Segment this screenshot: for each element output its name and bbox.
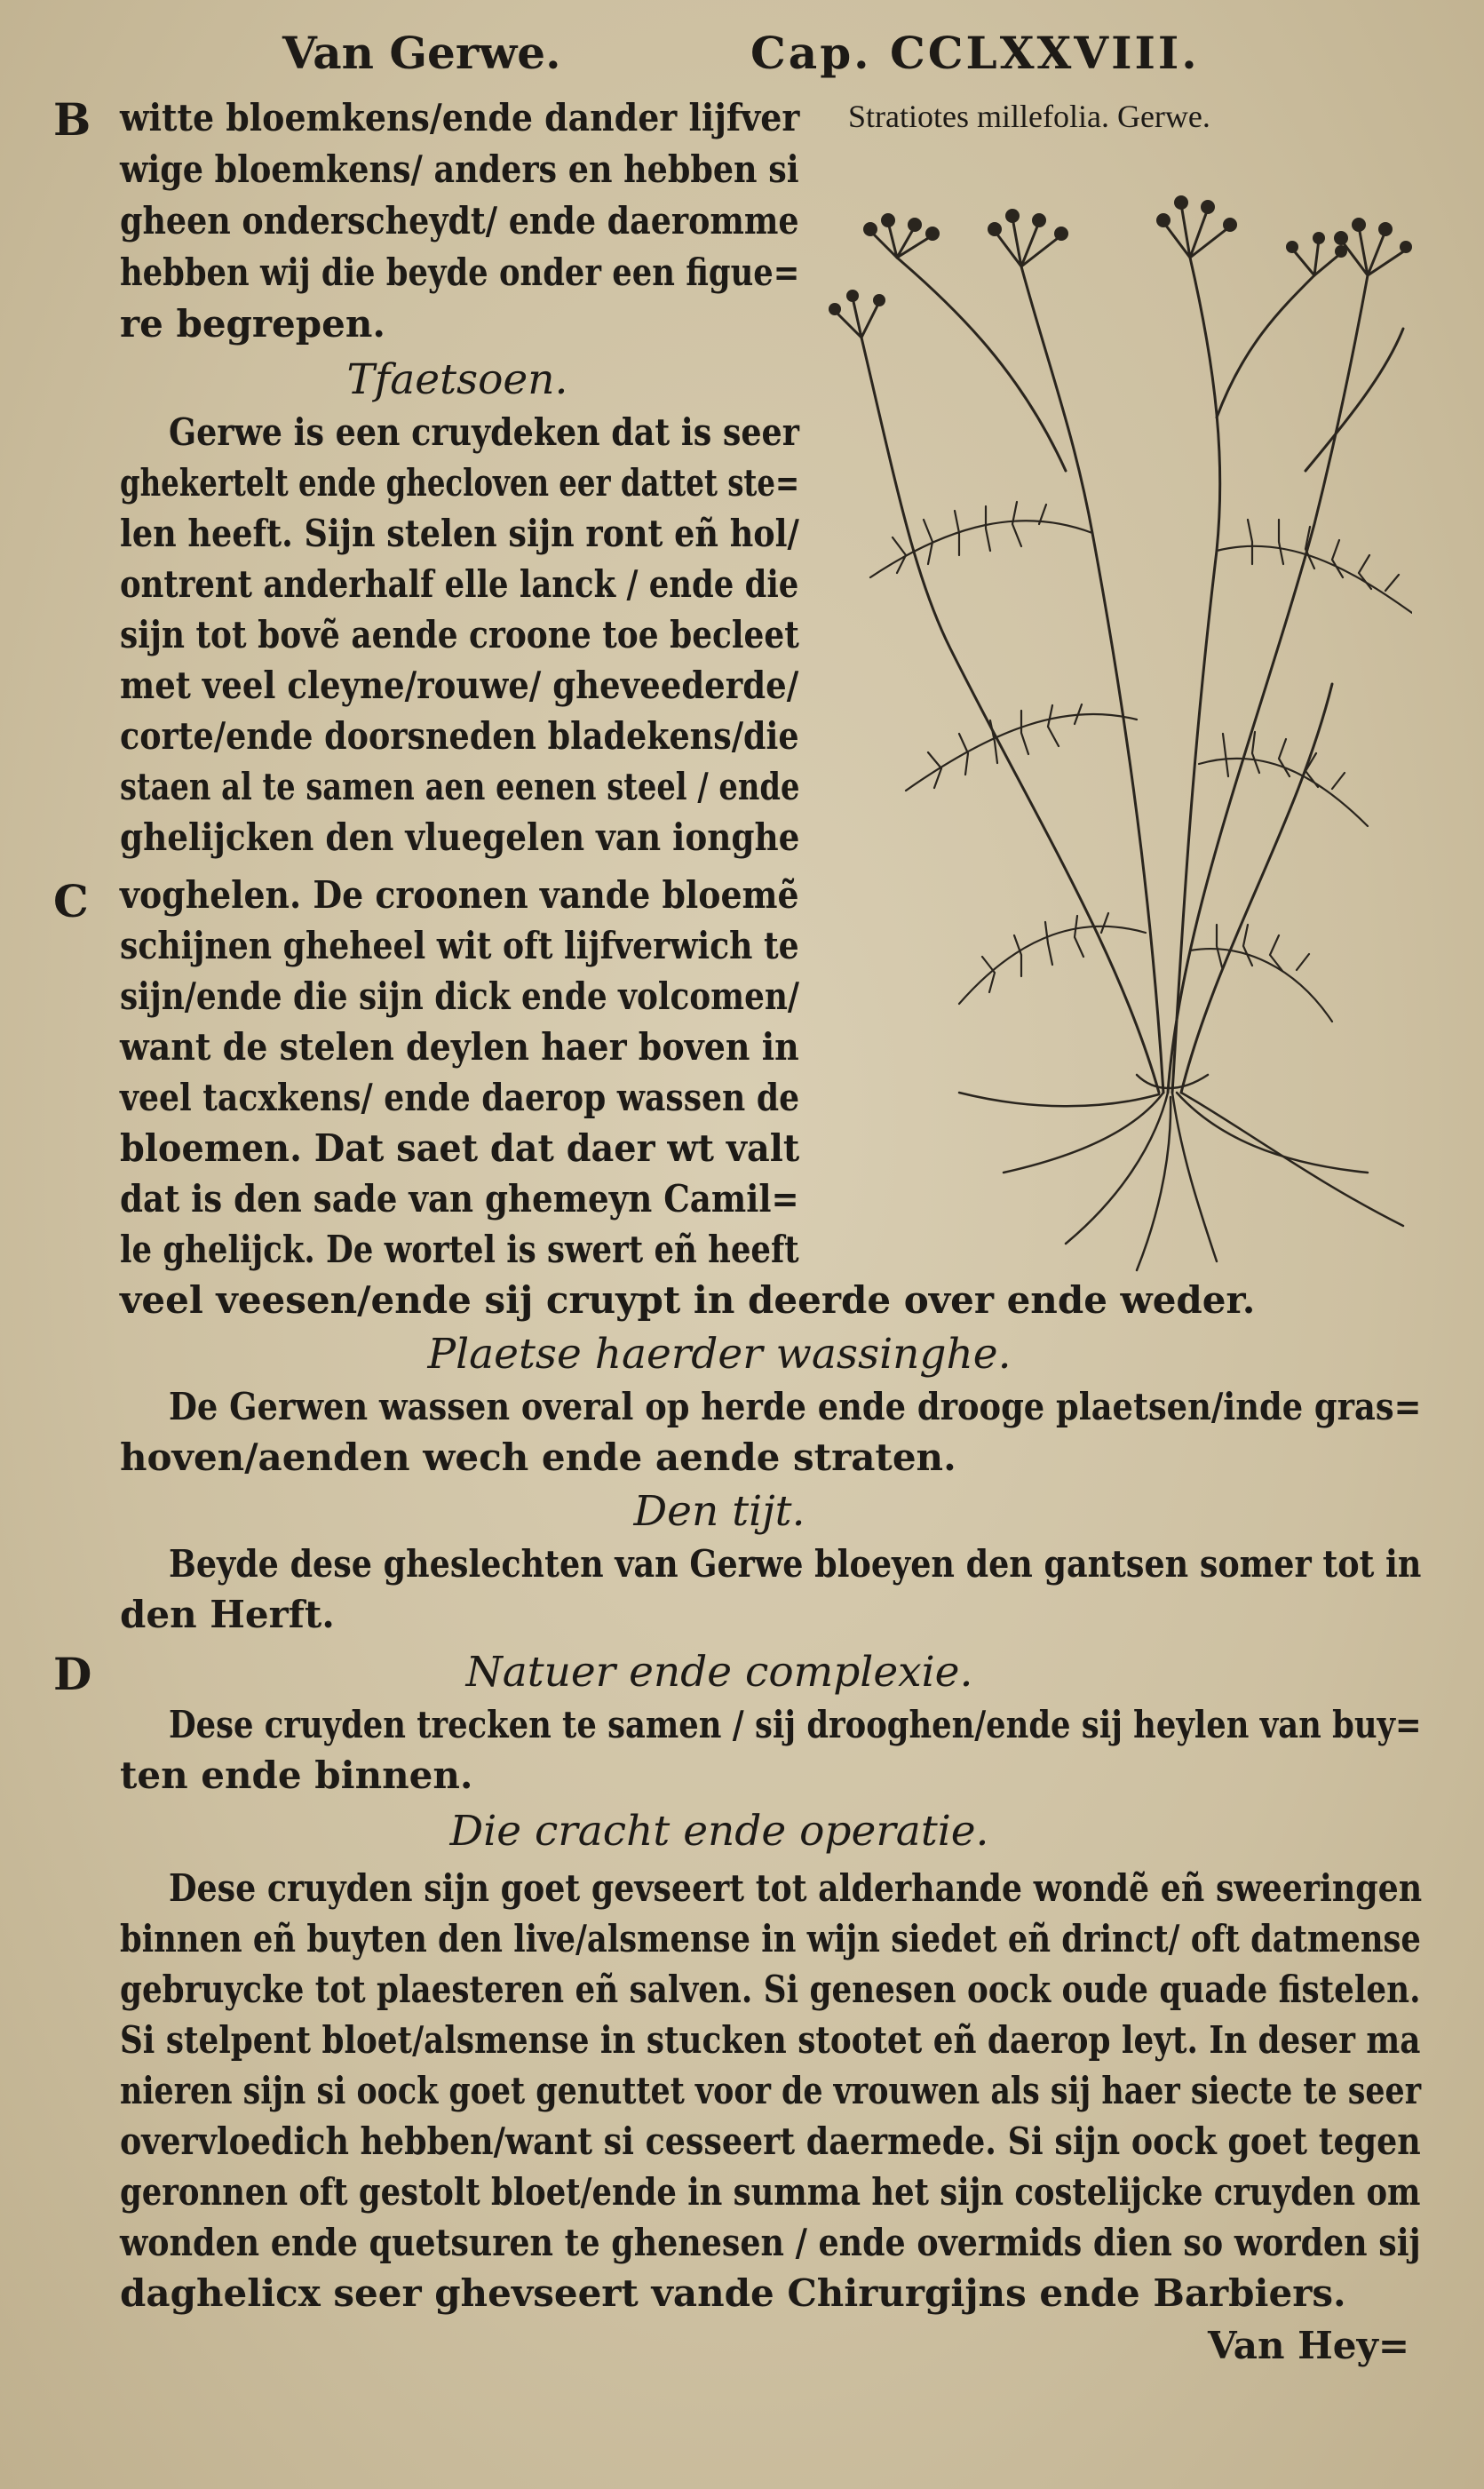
text-line: nieren sijn si oock goet genuttet voor de vrouwen als sij haer siecte te seer xyxy=(120,2069,1422,2112)
heading-natuer: Natuer ende complexie. xyxy=(465,1648,973,1697)
text-line: want de stelen deylen haer boven in xyxy=(120,1025,799,1069)
margin-letter-d: D xyxy=(53,1648,92,1700)
illustration-caption: Stratiotes millefolia. Gerwe. xyxy=(848,99,1210,134)
text-line: Si stelpent bloet/alsmense in stucken stootet eñ daerop leyt. In deser ma xyxy=(120,2018,1421,2062)
text-line: ten ende binnen. xyxy=(120,1753,473,1797)
text-line: den Herft. xyxy=(120,1593,335,1636)
text-line: re begrepen. xyxy=(120,302,386,346)
heading-plaetse: Plaetse haerder wassinghe. xyxy=(427,1330,1012,1379)
text-line: geronnen oft gestolt bloet/ende in summa het sijn costelijcke cruyden om xyxy=(120,2170,1421,2214)
chapter-number: Cap. CCLXXVIII. xyxy=(750,27,1200,79)
heading-faetsoen: Tfaetsoen. xyxy=(346,355,568,404)
heading-tijt: Den tijt. xyxy=(633,1487,805,1536)
text-line: dat is den sade van ghemeyn Camil= xyxy=(120,1177,799,1221)
text-line: overvloedich hebben/want si cesseert daermede. Si sijn oock goet tegen xyxy=(120,2119,1421,2163)
text-line: corte/ende doorsneden bladekens/die xyxy=(120,714,799,758)
catchword: Van Hey= xyxy=(1208,2324,1410,2367)
text-line: voghelen. De croonen vande bloemẽ xyxy=(120,873,799,917)
text-line: gebruycke tot plaesteren eñ salven. Si genesen oock oude quade fistelen. xyxy=(120,1968,1421,2011)
text-line: le ghelijck. De wortel is swert eñ heeft xyxy=(120,1228,799,1271)
heading-cracht: Die cracht ende operatie. xyxy=(449,1807,989,1856)
text-line: Gerwe is een cruydeken dat is seer xyxy=(169,410,799,454)
text-line: ghelijcken den vluegelen van ionghe xyxy=(120,815,800,859)
text-line: Dese cruyden sijn goet gevseert tot alderhande wondẽ eñ sweeringen xyxy=(169,1866,1423,1910)
text-line: sijn/ende die sijn dick ende volcomen/ xyxy=(120,974,800,1018)
text-line: binnen eñ buyten den live/alsmense in wijn siedet eñ drinct/ oft datmense xyxy=(120,1917,1421,1960)
text-line: ontrent anderhalf elle lanck / ende die xyxy=(120,562,799,606)
text-line: daghelicx seer ghevseert vande Chirurgijns ende Barbiers. xyxy=(120,2271,1346,2315)
text-line: gheen onderscheydt/ ende daeromme xyxy=(120,199,799,243)
yarrow-woodcut-illustration xyxy=(799,151,1412,1279)
text-line: len heeft. Sijn stelen sijn ront eñ hol/ xyxy=(120,512,799,555)
text-line: Beyde dese gheslechten van Gerwe bloeyen den gantsen somer tot in xyxy=(169,1542,1422,1586)
text-line: De Gerwen wassen overal op herde ende drooge plaetsen/inde gras= xyxy=(169,1385,1422,1428)
text-line: sijn tot bovẽ aende croone toe becleet xyxy=(120,613,799,656)
text-line: met veel cleyne/rouwe/ gheveederde/ xyxy=(120,664,799,707)
text-line: veel tacxkens/ ende daerop wassen de xyxy=(120,1076,800,1119)
text-line: bloemen. Dat saet dat daer wt valt xyxy=(120,1126,800,1170)
text-line: wige bloemkens/ anders en hebben si xyxy=(120,147,799,191)
margin-letter-c: C xyxy=(53,875,89,927)
text-line: schijnen gheheel wit oft lijfverwich te xyxy=(120,924,799,967)
running-head-title: Van Gerwe. xyxy=(282,27,561,79)
text-line: witte bloemkens/ende dander lijfver xyxy=(120,96,800,139)
text-line: hoven/aenden wech ende aende straten. xyxy=(120,1435,956,1479)
text-line: Dese cruyden trecken te samen / sij drooghen/ende sij heylen van buy= xyxy=(169,1703,1422,1746)
margin-letter-b: B xyxy=(53,93,91,146)
text-line: ghekertelt ende ghecloven eer dattet ste= xyxy=(120,461,800,505)
text-line: wonden ende quetsuren te ghenesen / ende overmids dien so worden sij xyxy=(120,2221,1421,2264)
text-line: veel veesen/ende sij cruypt in deerde over ende weder. xyxy=(120,1278,1256,1322)
text-line: hebben wij die beyde onder een figue= xyxy=(120,250,800,294)
text-line: staen al te samen aen eenen steel / ende xyxy=(120,765,800,808)
